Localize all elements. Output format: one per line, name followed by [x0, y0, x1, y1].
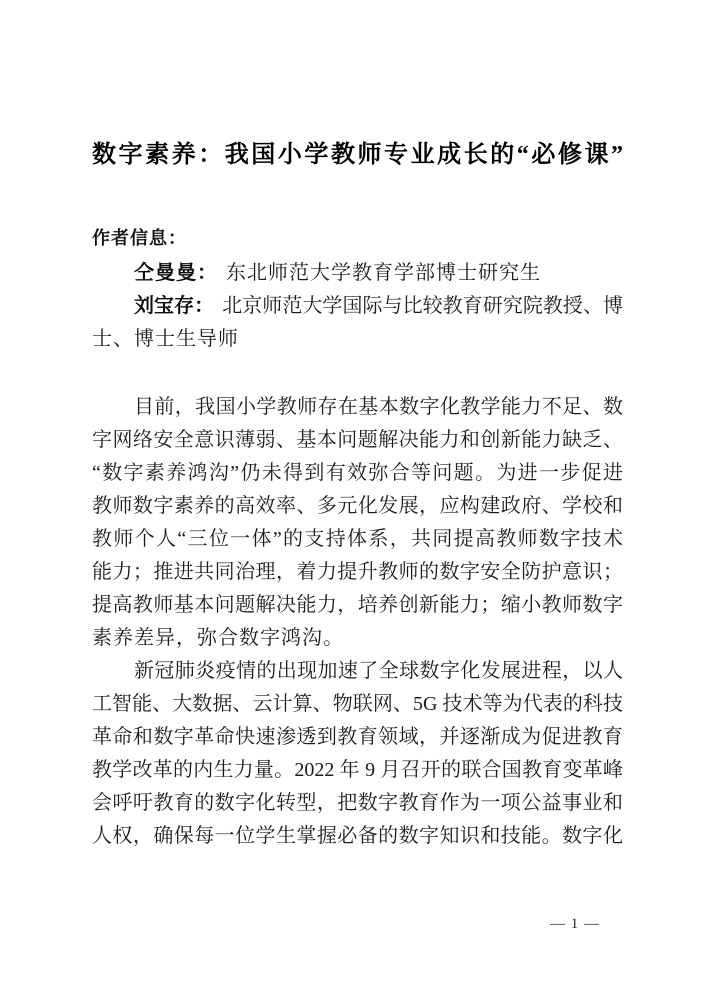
text-line: 革命和数字革命快速渗透到教育领域，并逐渐成为促进教育 — [92, 726, 623, 748]
author-affiliation: 北京师范大学国际与比较教育研究院教授、博 — [222, 295, 624, 317]
text-line: 新冠肺炎疫情的出现加速了全球数字化发展进程，以人 — [134, 660, 623, 682]
text-line: 字网络安全意识薄弱、基本问题解决能力和创新能力缺乏、 — [92, 429, 623, 451]
author-section — [92, 221, 623, 356]
author-name: 刘宝存： — [134, 295, 215, 317]
text-line: 教师个人“三位一体”的支持体系，共同提高教师数字技术 — [92, 528, 623, 550]
text-line: 教师数字素养的高效率、多元化发展，应构建政府、学校和 — [92, 495, 623, 517]
document-title: 数字素养：我国小学教师专业成长的“必修课” — [92, 142, 623, 168]
author-affiliation-continuation: 士、博士生导师 — [92, 328, 239, 350]
body-text — [92, 391, 623, 853]
text-line: 教学改革的内生力量。2022 年 9 月召开的联合国教育变革峰 — [92, 759, 623, 781]
author-name: 仝曼曼： — [134, 262, 218, 284]
author-entry-2 — [92, 290, 623, 323]
author-entry-1 — [92, 257, 623, 290]
text-line: 工智能、大数据、云计算、物联网、5G 技术等为代表的科技 — [92, 693, 623, 715]
text-line: 能力；推进共同治理，着力提升教师的数字安全防护意识； — [92, 561, 623, 583]
text-line: “数字素养鸿沟”仍未得到有效弥合等问题。为进一步促进 — [92, 462, 623, 484]
author-section-heading: 作者信息： — [92, 228, 187, 248]
text-line: 提高教师基本问题解决能力，培养创新能力；缩小教师数字 — [92, 594, 623, 616]
text-line: 目前，我国小学教师存在基本数字化教学能力不足、数 — [134, 396, 623, 418]
author-affiliation: 东北师范大学教育学部博士研究生 — [226, 262, 541, 284]
text-line: 会呼吁教育的数字化转型，把数字教育作为一项公益事业和 — [92, 792, 623, 814]
page-number: — 1 — — [550, 916, 600, 932]
text-line: 素养差异，弥合数字鸿沟。 — [92, 627, 344, 649]
text-line: 人权，确保每一位学生掌握必备的数字知识和技能。数字化 — [92, 825, 623, 847]
